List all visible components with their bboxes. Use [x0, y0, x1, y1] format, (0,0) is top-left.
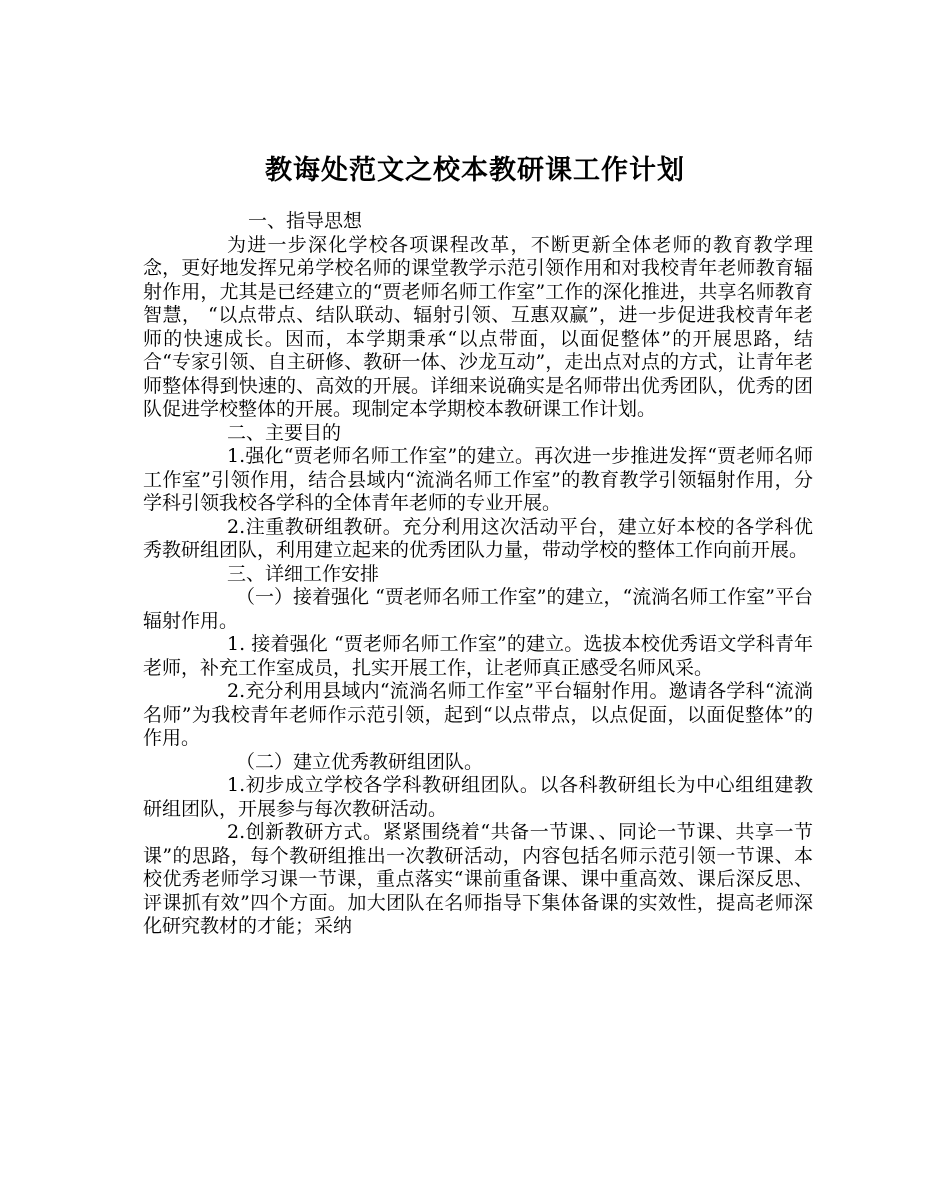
paragraph: 为进一步深化学校各项课程改革，不断更新全体老师的教育教学理念，更好地发挥兄弟学校名师的课堂教学示范引领作用和对我校青年老师教育辐射作用，尤其是已经建立的“贾老师名师工作室”工作的深化推进，共享名师教育智慧， “以点带点、结队联动、辐射引领、互惠双赢”，进一步促进我校青年老师的快速成长。因而，本学期秉承“以点带面，以面促整体”的开展思路，结合“专家引领、自主研修、教研一体、沙龙互动”，走出点对点的方式，让青年老师整体得到快速的、高效的开展。详细来说确实是名师带出优秀团队，优秀的团队促进学校整体的开展。现制定本学期校本教研课工作计划。: [143, 233, 813, 420]
subsection-heading: （一）接着强化 “贾老师名师工作室”的建立，“流淌名师工作室”平台辐射作用。: [143, 586, 813, 632]
paragraph: 1.强化“贾老师名师工作室”的建立。再次进一步推进发挥“贾老师名师工作室”引领作用，结合县域内“流淌名师工作室”的教育教学引领辐射作用，分学科引领我校各学科的全体青年老师的专业开展。: [143, 445, 813, 514]
paragraph: 2.注重教研组教研。充分利用这次活动平台，建立好本校的各学科优秀教研组团队，利用建立起来的优秀团队力量，带动学校的整体工作向前开展。: [143, 515, 813, 561]
section-heading: 二、主要目的: [227, 421, 342, 444]
subsection-heading: （二）建立优秀教研组团队。: [236, 750, 484, 773]
section-heading: 一、指导思想: [248, 210, 363, 232]
document-title: 教诲处范文之校本教研课工作计划: [265, 155, 685, 187]
paragraph: 1. 接着强化 “贾老师名师工作室”的建立。选拔本校优秀语文学科青年老师，补充工作室成员，扎实开展工作，让老师真正感受名师风采。: [143, 633, 813, 679]
paragraph: 2.创新教研方式。紧紧围绕着“共备一节课、、同论一节课、共享一节课”的思路，每个教研组推出一次教研活动，内容包括名师示范引领一节课、本校优秀老师学习课一节课，重点落实“课前重备课、课中重高效、课后深反思、评课抓有效”四个方面。加大团队在名师指导下集体备课的实效性，提高老师深化研究教材的才能；采纳: [143, 821, 813, 937]
paragraph: 1.初步成立学校各学科教研组团队。以各科教研组长为中心组组建教研组团队，开展参与每次教研活动。: [143, 774, 813, 820]
paragraph: 2.充分利用县域内“流淌名师工作室”平台辐射作用。邀请各学科“流淌名师”为我校青年老师作示范引领，起到“以点带点，以点促面，以面促整体”的作用。: [143, 680, 813, 749]
document-body: [143, 210, 813, 939]
section-heading: 三、详细工作安排: [227, 562, 380, 585]
